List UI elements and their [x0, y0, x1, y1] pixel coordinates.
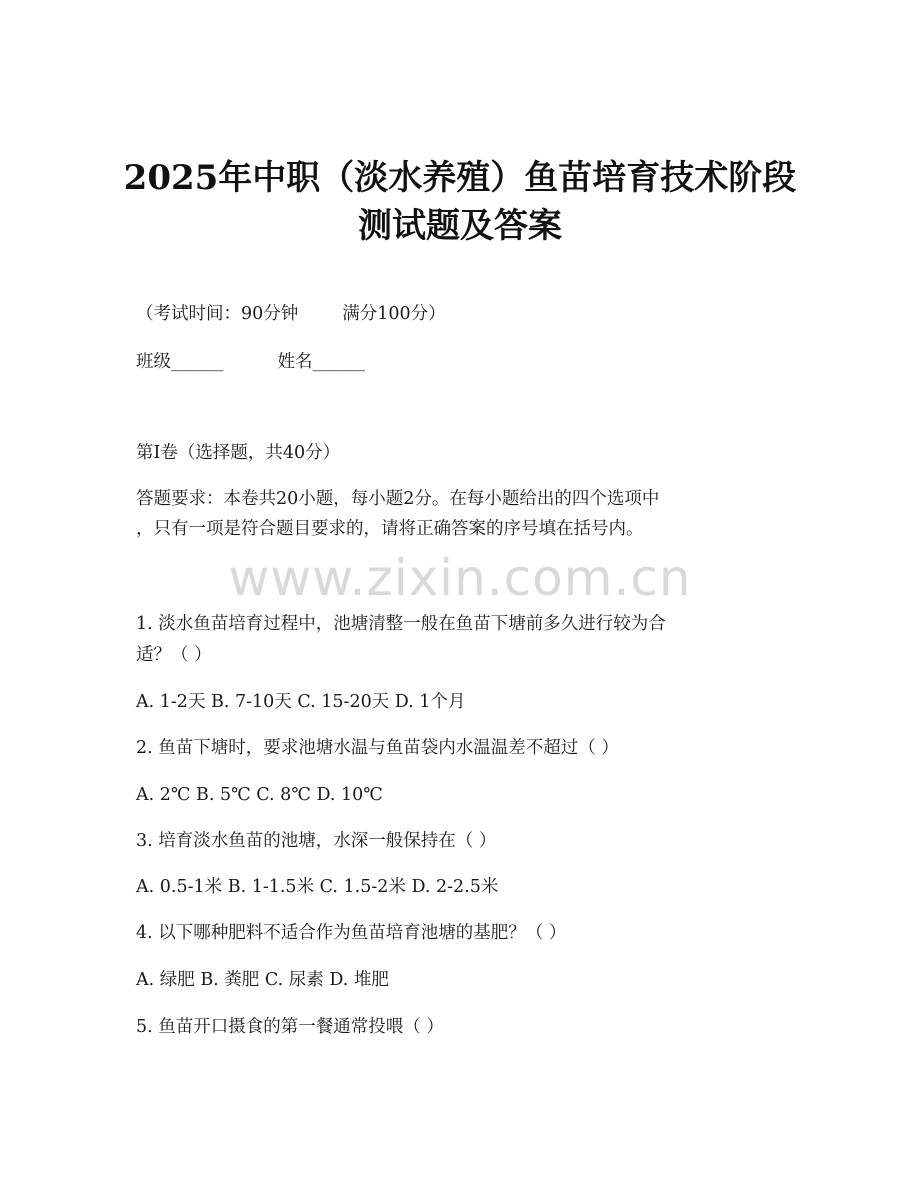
class-field[interactable]: 班级______ — [136, 352, 224, 372]
question-4-options: A. 绿肥 B. 粪肥 C. 尿素 D. 堆肥 — [136, 970, 389, 990]
question-4-stem: 4. 以下哪种肥料不适合作为鱼苗培育池塘的基肥？（ ） — [136, 923, 567, 943]
exam-info — [136, 302, 446, 326]
question-5-stem: 5. 鱼苗开口摄食的第一餐通常投喂（ ） — [136, 1017, 444, 1037]
question-3-options: A. 0.5-1米 B. 1-1.5米 C. 1.5-2米 D. 2-2.5米 — [136, 877, 499, 897]
watermark: www.zixin.com.cn — [228, 549, 692, 607]
instructions-line-2: ，只有一项是符合题目要求的，请将正确答案的序号填在括号内。 — [136, 519, 644, 539]
question-2-options: A. 2℃ B. 5℃ C. 8℃ D. 10℃ — [136, 785, 383, 805]
title-line-2: 测试题及答案 — [358, 206, 562, 246]
question-3-stem: 3. 培育淡水鱼苗的池塘，水深一般保持在（ ） — [136, 831, 497, 851]
name-field[interactable]: 姓名______ — [277, 352, 365, 372]
question-2-stem: 2. 鱼苗下塘时，要求池塘水温与鱼苗袋内水温温差不超过（ ） — [136, 738, 619, 758]
question-1-options: A. 1-2天 B. 7-10天 C. 15-20天 D. 1个月 — [136, 692, 466, 712]
exam-score: 满分100分） — [342, 304, 446, 324]
student-fields — [136, 350, 365, 374]
question-1-stem-line-1: 1. 淡水鱼苗培育过程中，池塘清整一般在鱼苗下塘前多久进行较为合 — [136, 614, 666, 634]
instructions-line-1: 答题要求：本卷共20小题，每小题2分。在每小题给出的四个选项中 — [136, 489, 660, 509]
question-1-stem-line-2: 适？（ ） — [136, 645, 212, 665]
exam-time: （考试时间：90分钟 — [136, 304, 299, 324]
title-line-1: 2025年中职（淡水养殖）鱼苗培育技术阶段 — [123, 158, 797, 198]
section-heading: 第I卷（选择题，共40分） — [136, 443, 341, 463]
